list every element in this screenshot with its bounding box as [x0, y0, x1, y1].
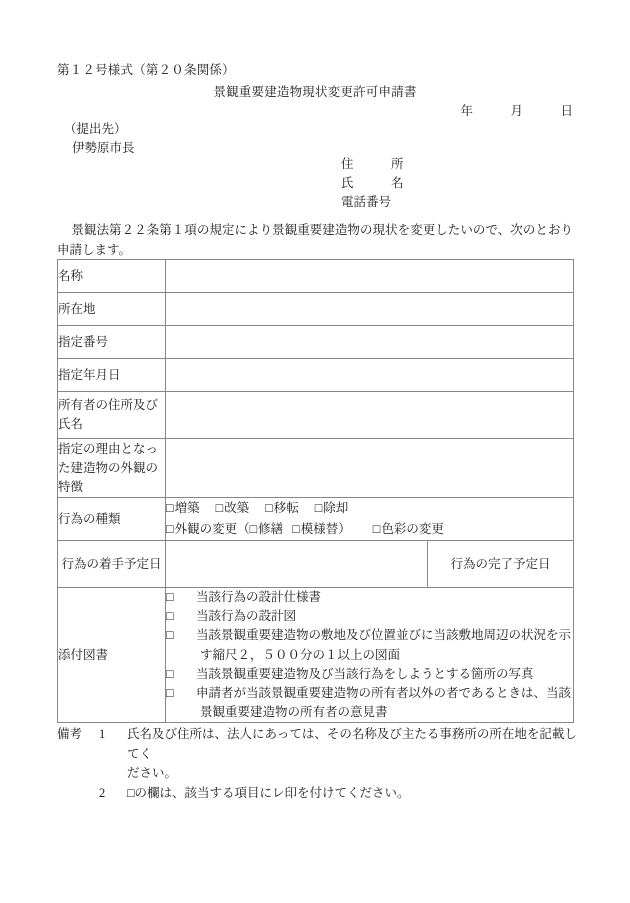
- table-row-reason: [58, 439, 574, 498]
- checkbox-repair-icon[interactable]: □: [249, 522, 258, 536]
- row-label-owner: [58, 392, 166, 439]
- attachments-checkbox-list: [166, 588, 574, 723]
- checkbox-pattern-change-label: 模様替: [300, 522, 339, 536]
- note-row-1: [57, 725, 577, 764]
- note-number-2: 2: [99, 785, 106, 800]
- attachment-item: [166, 665, 573, 684]
- note-number-1: 1: [99, 727, 106, 741]
- note-text-1-line-2: ださい。: [127, 766, 178, 780]
- reason-label-line-1: 指定の理由となっ: [58, 441, 159, 456]
- form-number: 第１２号様式（第２０条関係）: [57, 63, 235, 77]
- application-form-table: [57, 259, 574, 723]
- attachment-item: [166, 684, 573, 722]
- intro-line-2: します。: [82, 243, 132, 257]
- act-type-checkbox-group: [166, 498, 574, 541]
- reason-label-line-2: た建造物の外観の: [58, 460, 159, 475]
- notes-section: [57, 725, 577, 803]
- checkbox-relocation-icon[interactable]: □: [265, 501, 273, 515]
- table-row-name: [58, 260, 574, 293]
- checkbox-relocation-label: 移転: [273, 501, 299, 515]
- recipient-name: 伊勢原市長: [72, 141, 135, 155]
- paren-open: （: [237, 522, 250, 536]
- applicant-phone-label: 電話番号: [341, 195, 392, 209]
- row-label-act-type: 行為の種類: [58, 498, 166, 541]
- attachment-item-label: 申請者が当該景観重要建造物の所有者以外の者であるときは、当該景観重要建造物の所有者の意見書: [196, 686, 572, 720]
- submit-to-label: （提出先）: [64, 122, 127, 136]
- attachment-item: [166, 607, 573, 626]
- attachment-item-label: 当該景観重要建造物の敷地及び位置並びに当該敷地周辺の状況を示す縮尺２，５００分の１以上の図面: [196, 628, 572, 662]
- attachment-item-label: 当該行為の設計仕様書: [196, 590, 322, 604]
- checkbox-spec-document-icon[interactable]: □: [166, 590, 174, 604]
- row-label-reason: [58, 439, 166, 498]
- row-value-designation-number[interactable]: [166, 326, 574, 359]
- paren-close: ）: [338, 522, 351, 536]
- reason-label-line-3: 特徴: [58, 479, 84, 494]
- note-text-2: □の欄は、該当する項目にレ印を付けてください。: [127, 785, 410, 800]
- attachment-item-label: 当該行為の設計図: [196, 609, 297, 624]
- table-row-schedule: [58, 541, 574, 588]
- checkbox-removal-icon[interactable]: □: [314, 501, 323, 515]
- row-value-owner[interactable]: [166, 392, 574, 439]
- table-row-attachments: [58, 588, 574, 723]
- row-label-location: 所在地: [58, 293, 166, 326]
- checkbox-repair-label: 修繕: [258, 522, 284, 536]
- row-label-end-date: 行為の完了予定日: [428, 541, 574, 588]
- row-value-start-date[interactable]: [166, 541, 428, 588]
- table-row-owner: [58, 392, 574, 439]
- note-row-1-cont: [57, 764, 577, 784]
- table-row-designation-number: [58, 326, 574, 359]
- document-title: 景観重要建造物現状変更許可申請書: [213, 85, 417, 99]
- notes-heading: 備考: [57, 727, 83, 741]
- checkbox-design-drawing-icon[interactable]: □: [166, 609, 174, 624]
- row-label-attachments: 添付図書: [58, 588, 166, 723]
- checkbox-rebuild-label: 改築: [224, 501, 250, 515]
- checkbox-extension-icon[interactable]: □: [166, 501, 174, 515]
- owner-label-line-2: 氏名: [58, 417, 84, 431]
- row-label-designation-date: 指定年月日: [58, 359, 166, 392]
- row-value-name[interactable]: [166, 260, 574, 293]
- attachment-item-label: 当該景観重要建造物及び当該行為をしようとする箇所の写真: [196, 666, 534, 681]
- table-row-location: [58, 293, 574, 326]
- row-value-reason[interactable]: [166, 439, 574, 498]
- checkbox-extension-label: 増築: [174, 501, 200, 515]
- applicant-address-label: 住 所: [341, 157, 404, 171]
- table-row-designation-date: [58, 359, 574, 392]
- intro-line-1: 景観法第２２条第１項の規定により景観重要建造物の現状を変更したいので、次のとおり申請: [57, 223, 573, 257]
- row-label-start-date: 行為の着手予定日: [58, 541, 166, 588]
- note-row-2: [57, 784, 577, 804]
- row-value-location[interactable]: [166, 293, 574, 326]
- row-value-designation-date[interactable]: [166, 359, 574, 392]
- row-label-name: 名称: [58, 260, 166, 293]
- checkbox-exterior-change-icon[interactable]: □: [166, 522, 174, 536]
- checkbox-pattern-change-icon[interactable]: □: [292, 522, 300, 536]
- act-type-line-2: [166, 519, 573, 540]
- owner-label-line-1: 所有者の住所及び: [58, 398, 159, 412]
- checkbox-rebuild-icon[interactable]: □: [215, 501, 224, 515]
- checkbox-color-change-icon[interactable]: □: [372, 522, 381, 536]
- act-type-line-1: [166, 498, 573, 519]
- checkbox-exterior-change-label: 外観の変更: [174, 522, 238, 536]
- checkbox-removal-label: 除却: [323, 501, 349, 515]
- row-label-designation-number: 指定番号: [58, 326, 166, 359]
- intro-paragraph: [57, 220, 573, 260]
- attachment-item: [166, 588, 573, 607]
- table-row-act-type: [58, 498, 574, 541]
- checkbox-color-change-label: 色彩の変更: [381, 522, 444, 536]
- applicant-name-label: 氏 名: [341, 176, 404, 190]
- checkbox-site-map-icon[interactable]: □: [166, 628, 174, 643]
- checkbox-owner-opinion-icon[interactable]: □: [166, 686, 174, 701]
- note-text-1: 氏名及び住所は、法人にあっては、その名称及び主たる事務所の所在地を記載してく: [127, 727, 577, 761]
- applicant-info-block: [341, 155, 404, 212]
- date-line: 年 月 日: [460, 104, 573, 118]
- checkbox-photograph-icon[interactable]: □: [166, 666, 174, 681]
- attachment-item: [166, 626, 573, 664]
